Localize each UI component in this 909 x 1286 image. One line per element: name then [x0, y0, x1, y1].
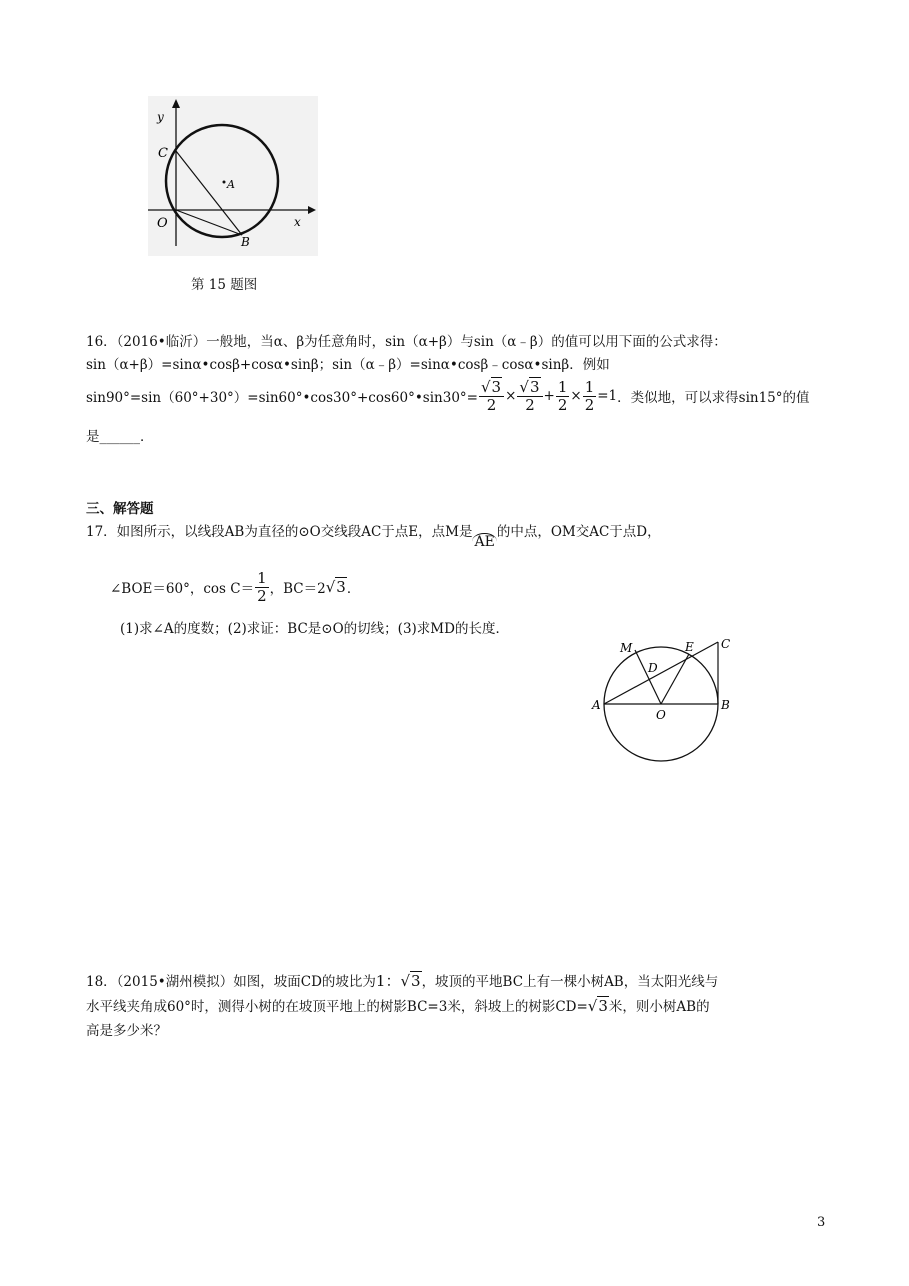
q16-line4: 是______．	[86, 429, 154, 445]
fig15-label-x: x	[294, 215, 301, 229]
q16-times-2: ×	[570, 388, 582, 404]
fig15-label-a: A	[227, 178, 235, 191]
fig17-label-m: M	[620, 641, 633, 655]
q16-line3	[86, 373, 810, 419]
fig17-label-b: B	[721, 698, 730, 712]
q17-line1-post: 的中点，OM交AC于点D，	[496, 524, 661, 540]
q18-line1-pre: 18．（2015•湖州模拟）如图，坡面CD的坡比为	[86, 974, 376, 990]
q17-line1	[86, 520, 661, 550]
figure-15	[140, 96, 320, 258]
q16-plus: +	[543, 388, 555, 404]
q17-line2-pre: ∠BOE＝60°，cos C＝	[110, 581, 255, 597]
fig15-label-o: O	[157, 216, 168, 231]
figure-15-caption: 第 15 题图	[191, 277, 258, 293]
fig15-label-b: B	[241, 235, 250, 249]
fig15-label-c: C	[158, 146, 168, 161]
figure-17	[588, 634, 748, 768]
q18-sqrt3-a: √3	[400, 972, 421, 990]
q18-ratio: 1：	[375, 972, 401, 990]
q17-line1-pre: 17．如图所示，以线段AB为直径的⊙O交线段AC于点E，点M是	[86, 524, 473, 540]
figure-15-diagram	[140, 96, 320, 258]
q16-times-1: ×	[505, 388, 517, 404]
q17-line3: (1)求∠A的度数；(2)求证：BC是⊙O的切线；(3)求MD的长度．	[120, 621, 509, 637]
q16-line1: 16．（2016•临沂）一般地，当α、β为任意角时，sin（α+β）与sin（α﹣β）的值可以用下面的公式求得：	[86, 334, 727, 350]
q17-line2-post: ．	[346, 581, 361, 597]
q18-sqrt3-b: √3	[587, 997, 608, 1015]
q17-sqrt3: √3	[325, 578, 346, 596]
figure-17-diagram	[588, 634, 748, 768]
q16-frac-1-over-2-a: $\frac{1}{2}$	[557, 377, 568, 414]
q18-line3: 高是多少米？	[86, 1023, 167, 1039]
q16-line3-pre: sin90°=sin（60°+30°）=sin60°•cos30°+cos60°•sin30°=	[86, 390, 478, 406]
q18-line1-post: ，坡顶的平地BC上有一棵小树AB，当太阳光线与	[421, 974, 719, 990]
fig17-label-o: O	[656, 708, 666, 722]
q18-line1	[86, 970, 718, 991]
q18-line2	[86, 995, 710, 1015]
q16-frac-sqrt3-over-2-b: $\frac{√3}{2}$	[517, 379, 542, 414]
fig17-label-a: A	[592, 698, 601, 712]
q16-frac-sqrt3-over-2-a: $\frac{√3}{2}$	[479, 379, 504, 414]
q17-line2	[110, 566, 360, 608]
q17-frac-cos-c: $\frac{1}{2}$	[257, 568, 267, 605]
q16-line2: sin（α+β）=sinα•cosβ+cosα•sinβ；sin（α﹣β）=sinα•cosβ﹣cosα•sinβ．例如	[86, 357, 610, 373]
fig17-label-c: C	[721, 637, 731, 651]
q18-line2-pre: 水平线夹角成60°时，测得小树的在坡顶平地上的树影BC=3米，斜坡上的树影CD=	[86, 999, 588, 1015]
fig17-label-d: D	[648, 661, 658, 675]
q16-line3-post: ．类似地，可以求得sin15°的值	[617, 390, 810, 406]
q16-frac-1-over-2-b: $\frac{1}{2}$	[584, 377, 595, 414]
q18-line2-post: 米，则小树AB的	[608, 999, 710, 1015]
section-title: 三、解答题	[86, 501, 154, 517]
fig17-label-e: E	[685, 640, 694, 654]
fig15-label-y: y	[157, 110, 164, 124]
q17-line2-mid: ，BC＝2	[269, 581, 326, 597]
q17-arc: AE	[474, 534, 495, 550]
q16-eq1: =1	[597, 388, 618, 404]
page-number: 3	[817, 1215, 826, 1230]
